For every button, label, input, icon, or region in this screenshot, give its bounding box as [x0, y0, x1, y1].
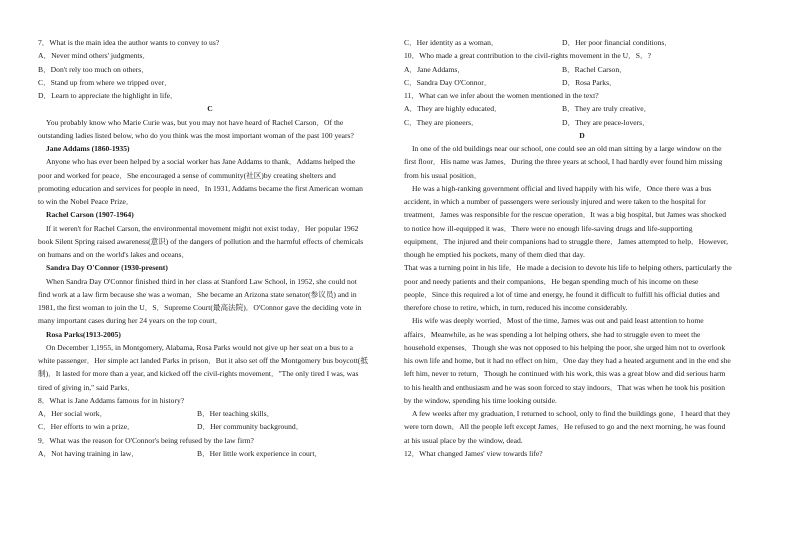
parks-line: 制)．It lasted for more than a year, and kicked off the civil-rights movement．"The only tired I was, was — [38, 369, 359, 379]
story-p1-line: from his usual position． — [404, 170, 482, 180]
parks-line: white passenger．Her simple act landed Parks in prison．But it also set off the Montgomery bus boycott(抵 — [38, 356, 368, 365]
question-7-option-b: B．Don't rely too much on others． — [38, 64, 149, 74]
oconnor-heading: Sandra Day O'Connor (1930-present) — [46, 263, 168, 273]
addams-line: to win the Nobel Peace Prize． — [38, 197, 134, 206]
oconnor-line: find work at a law firm because she was a woman．She became an Arizona state senator(参议员) and in — [38, 289, 357, 299]
story-p4-line: affairs．Meanwhile, as he was spending a lot helping others, she had to struggle even to meet the — [404, 329, 701, 339]
addams-line: poor and worked for peace．She encouraged a sense of community(社区)by creating shelters and — [38, 170, 336, 180]
story-p5-line: A few weeks after my graduation, I returned to school, only to find the buildings gone．I heard that they — [412, 409, 731, 418]
oconnor-line: When Sandra Day O'Connor finished third in her class at Stanford Law School, in 1952, she could not — [46, 276, 357, 286]
question-8-options-row — [38, 407, 382, 420]
question-9-options-row — [38, 447, 382, 460]
story-p3-line: therefore chose to retire, which, in turn, reduced his income considerably. — [404, 303, 628, 312]
carson-heading: Rachel Carson (1907-1964) — [46, 210, 134, 220]
question-8-option-c: C．Her efforts to win a prize． — [38, 422, 135, 432]
intro-line: outstanding ladies listed below, who do you think was the most important woman of the past 100 years? — [38, 130, 354, 140]
question-7-option-d: D．Learn to appreciate the highlight in life． — [38, 91, 178, 100]
question-10-options-row — [404, 63, 760, 76]
addams-line: promoting education and services for people in need．In 1931, Addams became the first American woman — [38, 183, 363, 193]
question-8-option-b: B．Her teaching skills． — [197, 409, 275, 418]
question-7-option-a: A．Never mind others' judgments． — [38, 51, 151, 61]
question-11-options-row — [404, 116, 760, 129]
question-8-option-a: A．Her social work． — [38, 409, 108, 418]
addams-line: Anyone who has ever been helped by a social worker has Jane Addams to thank．Addams helped the — [46, 157, 356, 167]
story-p1-line: first floor．His name was James．During the three years at school, I had hardly ever found him missing — [404, 157, 723, 167]
story-p4-line: by the window, spending his time looking outside. — [404, 395, 557, 405]
question-11-options-row — [404, 102, 760, 115]
story-p3-line: That was a turning point in his life．He made a decision to devote his life to helping others, particularly the — [404, 263, 732, 273]
question-9-option-a: A．Not having training in law． — [38, 448, 139, 458]
story-p4-line: left him, never to return．Though he continued with his work, this was a great blow and did serious harm — [404, 369, 726, 379]
question-8-option-d: D．Her community background． — [197, 422, 304, 432]
question-7-option-c: C．Stand up from where we tripped over． — [38, 77, 172, 87]
story-p5-line: at his usual place by the window, dead. — [404, 435, 523, 445]
story-p2-line: to notice how ill-equipped it was．There were no enough life-saving drugs and life-supporting — [404, 223, 693, 233]
parks-heading: Rosa Parks(1913-2005) — [46, 329, 121, 339]
story-p4-line: to his health and enthusiasm and he was soon forced to stay indoors．That was when he took his position — [404, 382, 725, 392]
story-p5-line: were torn down．All the people left except James．He refused to go and the next morning, he was found — [404, 422, 726, 432]
right-column — [404, 36, 760, 460]
section-c-heading: C — [207, 104, 213, 114]
story-p2-line: though he emptied his pockets, many of them died that day. — [404, 250, 585, 259]
carson-line: on humans and on the world's lakes and oceans． — [38, 250, 190, 259]
question-10-option-c: C．Sandra Day O'Connor． — [404, 77, 492, 87]
story-p1-line: In one of the old buildings near our school, one could see an old man sitting by a large window on the — [412, 144, 722, 153]
question-11-stem: 11．What can we infer about the women mentioned in the text? — [404, 91, 599, 100]
question-11-option-b: B．They are truly creative． — [562, 104, 652, 114]
story-p3-line: people．Since this required a lot of time and energy, he found it difficult to fulfill his official duties and — [404, 289, 720, 299]
story-p2-line: treatment．James was responsible for the rescue operation．It was a big hospital, but James was shocked — [404, 210, 727, 220]
question-9-option-c: C．Her identity as a woman． — [404, 38, 499, 47]
story-p2-line: He was a high-ranking government official and lived happily with his wife．Once there was a bus — [412, 183, 712, 193]
story-p4-line: His wife was deeply worried．Most of the time, James was out and paid least attention to home — [412, 316, 704, 326]
parks-line: On December 1,1955, in Montgomery, Alabama, Rosa Parks would not give up her seat on a bus to a — [46, 342, 353, 352]
carson-line: book Silent Spring raised awareness(意识) of the dangers of pollution and the harmful effects of chemicals — [38, 236, 364, 246]
story-p2-line: accident, in which a number of passengers were seriously injured and were taken to the hospital for — [404, 197, 706, 206]
question-12-stem: 12．What changed James' view towards life? — [404, 448, 543, 458]
question-10-options-row — [404, 76, 760, 89]
question-9-options-row — [404, 36, 760, 49]
question-11-option-a: A．They are highly educated． — [404, 104, 502, 114]
intro-line: You probably know who Marie Curie was, but you may not have heard of Rachel Carson．Of the — [46, 117, 344, 127]
question-10-option-d: D．Rosa Parks． — [562, 77, 617, 87]
question-11-option-c: C．They are pioneers． — [404, 117, 479, 127]
parks-line: tired of giving in," said Parks． — [38, 382, 135, 392]
addams-heading: Jane Addams (1860-1935) — [46, 144, 130, 153]
oconnor-line: many important cases during her 24 years on the top court． — [38, 316, 223, 326]
carson-line: If it weren't for Rachel Carson, the environmental movement might not exist today．Her popular 1962 — [46, 223, 359, 233]
question-9-option-b: B．Her little work experience in court． — [197, 448, 323, 458]
story-p4-line: his own life and home, but it had no effect on him．One day they had a heated argument and in the end she — [404, 356, 731, 365]
question-9-stem: 9．What was the reason for O'Connor's being refused by the law firm? — [38, 435, 254, 445]
question-9-option-d: D．Her poor financial conditions． — [562, 38, 672, 47]
left-column — [38, 36, 382, 460]
question-10-stem: 10．Who made a great contribution to the civil-rights movement in the U．S．? — [404, 51, 651, 61]
oconnor-line: 1981, the first woman to join the U．S．Supreme Court(最高法院)．O'Connor gave the deciding vote in — [38, 303, 362, 312]
story-p2-line: equipment．The injured and their companions had to struggle there．James attempted to help．However, — [404, 236, 729, 246]
section-d-heading: D — [579, 130, 585, 140]
question-8-options-row — [38, 420, 382, 433]
question-7-stem: 7．What is the main idea the author wants to convey to us? — [38, 38, 220, 47]
question-8-stem: 8．What is Jane Addams famous for in history? — [38, 395, 185, 405]
question-11-option-d: D．They are peace-lovers． — [562, 117, 650, 127]
story-p4-line: household expenses．Though she was not opposed to his helping the poor, she urged him not to overlook — [404, 342, 726, 352]
story-p3-line: poor and needy patients and their companions．He began spending much of his income on these — [404, 276, 699, 286]
question-10-option-a: A．Jane Addams． — [404, 64, 465, 74]
question-10-option-b: B．Rachel Carson． — [562, 64, 627, 74]
